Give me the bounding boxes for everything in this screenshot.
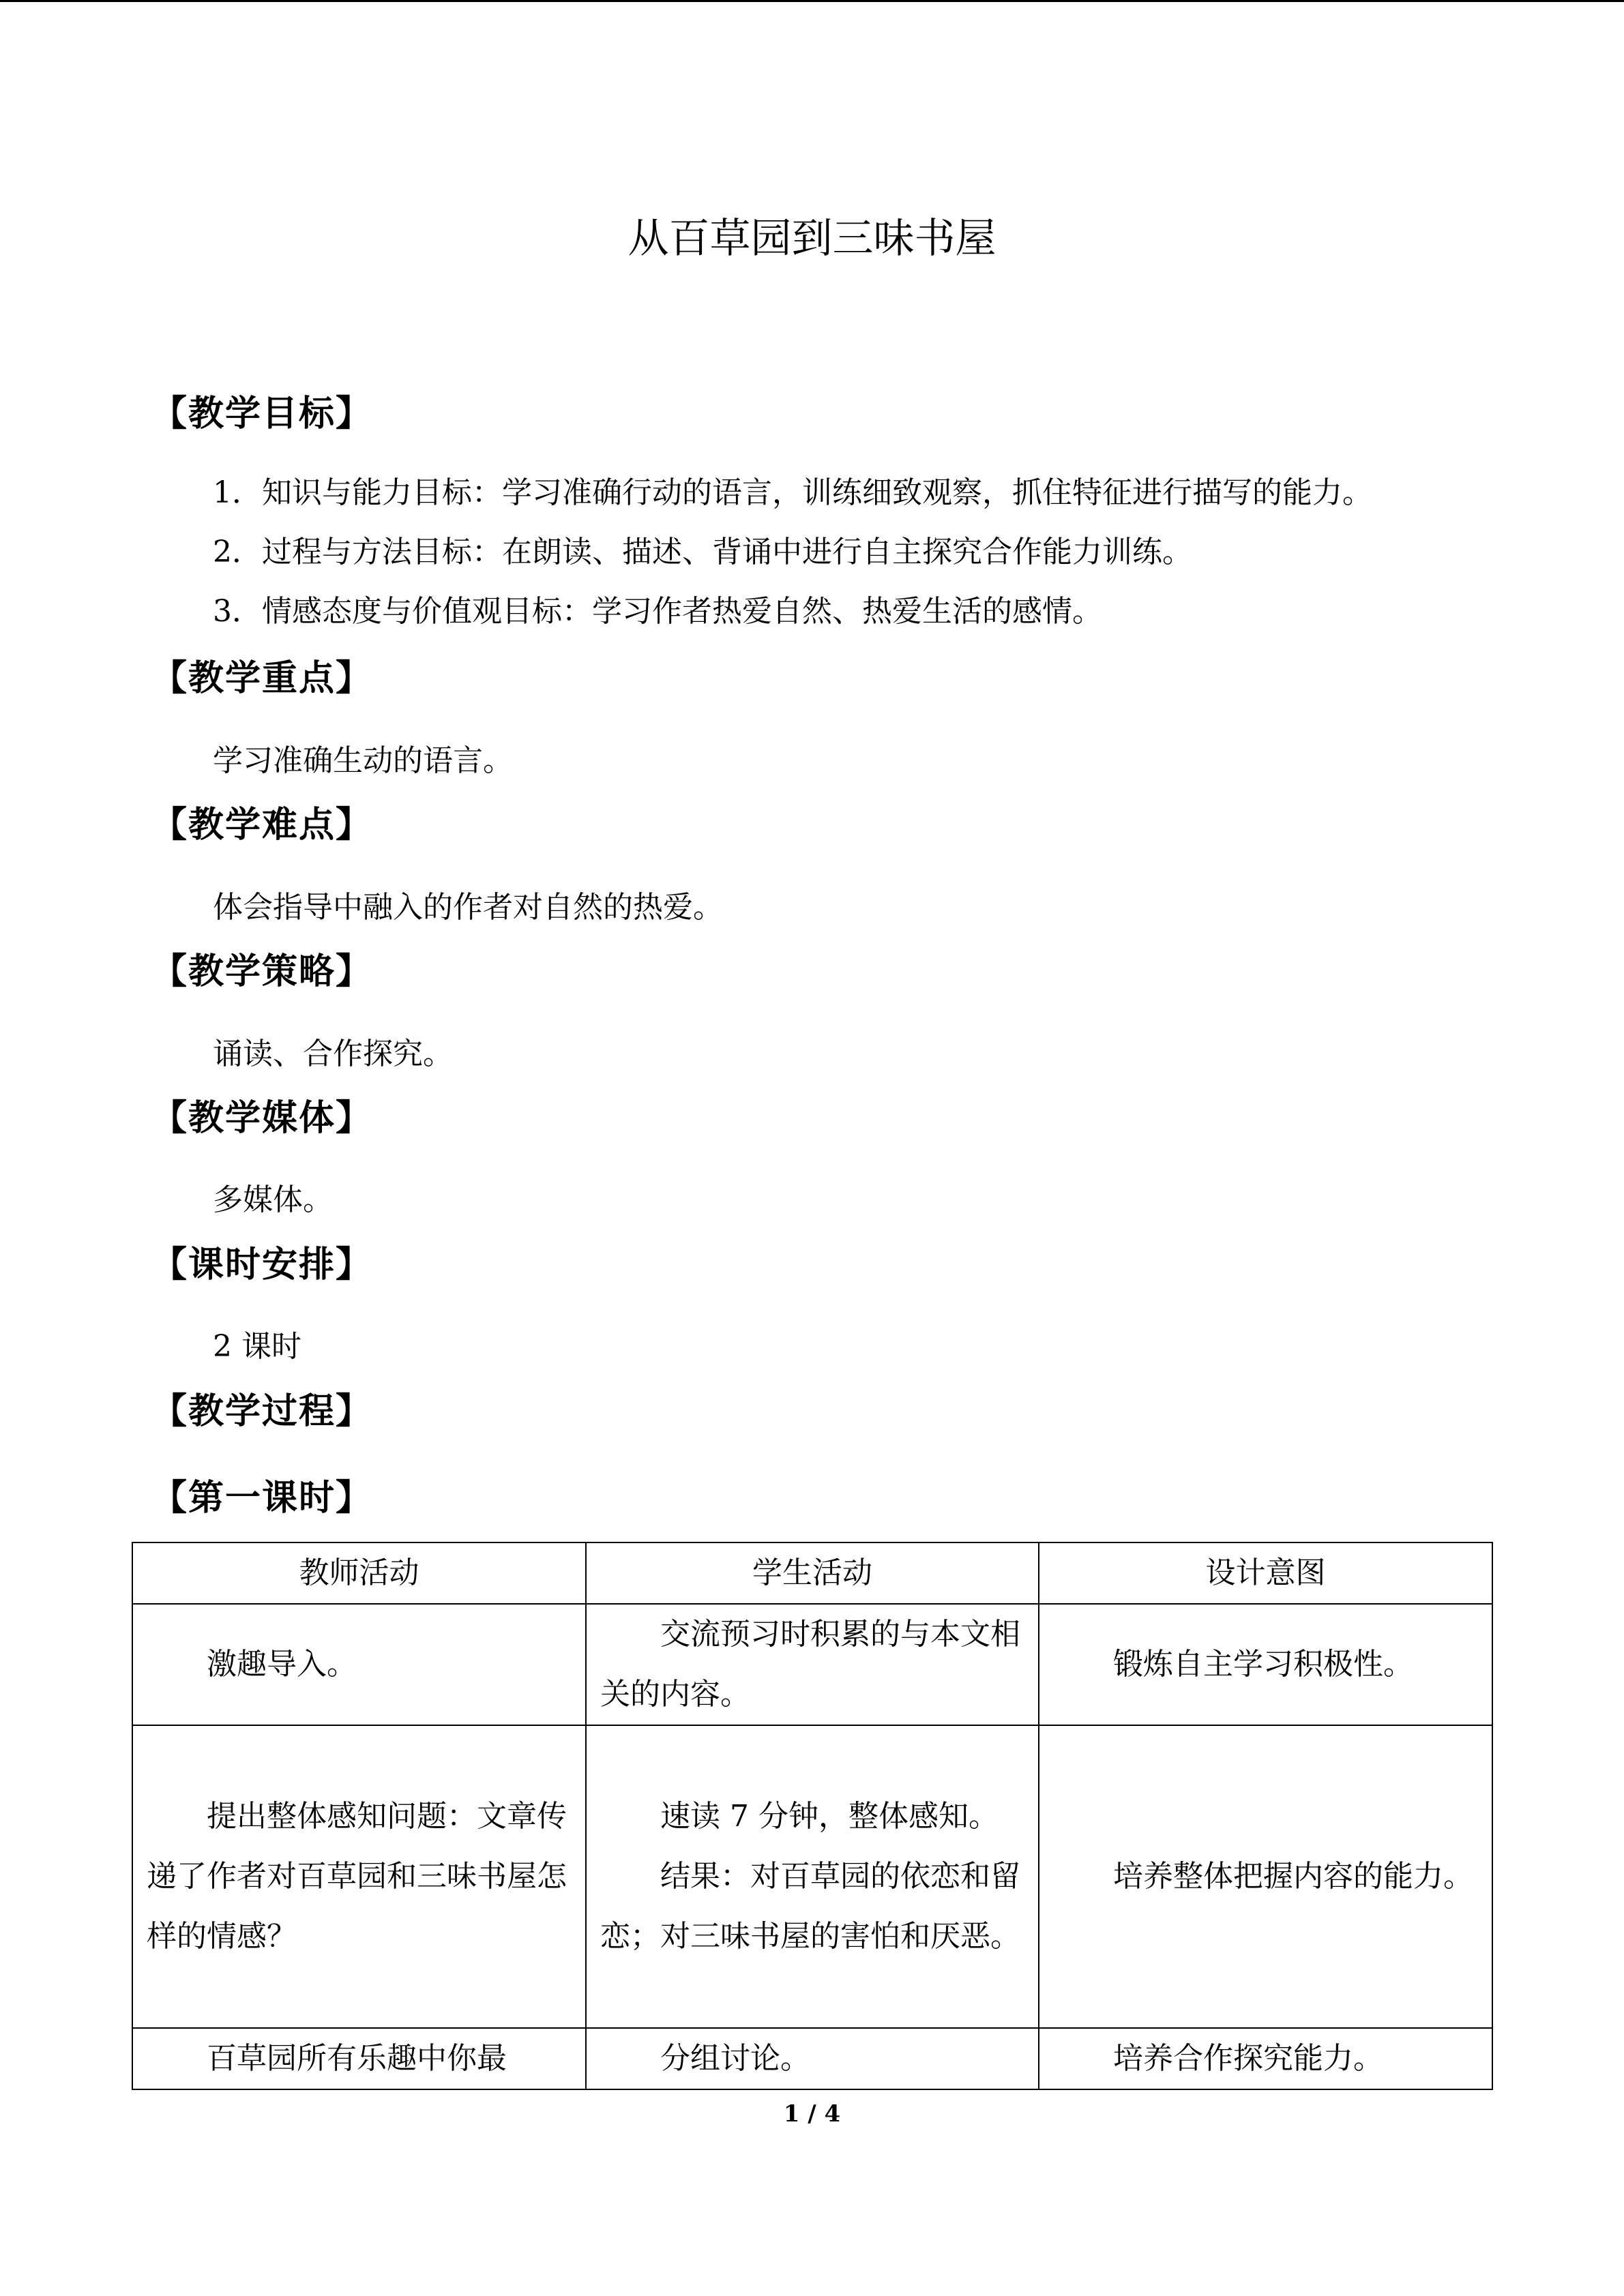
objective-item-1: 1．知识与能力目标：学习准确行动的语言，训练细致观察，抓住特征进行描写的能力。 — [213, 475, 1372, 510]
document-title: 从百草园到三味书屋 — [628, 215, 996, 263]
design-intent-text: 培养整体把握内容的能力。 — [1113, 1859, 1473, 1894]
objective-item-2: 2．过程与方法目标：在朗读、描述、背诵中进行自主探究合作能力训练。 — [213, 535, 1192, 569]
heading-teaching-process: 【教学过程】 — [151, 1391, 373, 1432]
teacher-activity-text: 百草园所有乐趣中你最 — [207, 2041, 507, 2076]
key-points-text: 学习准确生动的语言。 — [213, 743, 513, 778]
design-intent-text: 培养合作探究能力。 — [1113, 2041, 1383, 2076]
student-activity-text: 结果：对百草园的依恋和留恋；对三味书屋的害怕和厌恶。 — [600, 1859, 1020, 1954]
student-activity-text: 交流预习时积累的与本文相关的内容。 — [600, 1617, 1020, 1712]
teacher-activity-cell — [132, 2028, 586, 2089]
teacher-activity-cell — [132, 1604, 586, 1725]
student-activity-cell — [586, 1604, 1039, 1725]
table-header-row — [132, 1542, 1492, 1604]
teacher-activity-cell — [132, 1725, 586, 2028]
top-border-line — [0, 0, 1624, 2]
heading-schedule: 【课时安排】 — [151, 1244, 373, 1285]
header-student-activity: 学生活动 — [586, 1542, 1039, 1604]
table-row — [132, 1725, 1492, 2028]
teacher-activity-text: 激趣导入。 — [207, 1647, 357, 1682]
strategy-text: 诵读、合作探究。 — [213, 1037, 453, 1071]
header-design-intent: 设计意图 — [1039, 1542, 1492, 1604]
page-number: 1 / 4 — [783, 2100, 841, 2128]
student-activity-cell — [586, 1725, 1039, 2028]
table-row — [132, 2028, 1492, 2089]
header-teacher-activity: 教师活动 — [132, 1542, 586, 1604]
heading-key-points: 【教学重点】 — [151, 658, 373, 699]
table-row — [132, 1604, 1492, 1725]
heading-strategy: 【教学策略】 — [151, 951, 373, 992]
media-text: 多媒体。 — [213, 1182, 333, 1217]
design-intent-cell — [1039, 1725, 1492, 2028]
design-intent-cell — [1039, 2028, 1492, 2089]
design-intent-text: 锻炼自主学习积极性。 — [1113, 1647, 1413, 1682]
objective-item-3: 3．情感态度与价值观目标：学习作者热爱自然、热爱生活的感情。 — [213, 594, 1102, 629]
heading-media: 【教学媒体】 — [151, 1098, 373, 1139]
student-activity-text: 分组讨论。 — [660, 2041, 810, 2076]
design-intent-cell — [1039, 1604, 1492, 1725]
schedule-text: 2 课时 — [213, 1329, 301, 1364]
difficulties-text: 体会指导中融入的作者对自然的热爱。 — [213, 890, 723, 925]
heading-teaching-objectives: 【教学目标】 — [151, 393, 373, 434]
teacher-activity-text: 提出整体感知问题：文章传递了作者对百草园和三味书屋怎样的情感？ — [147, 1799, 567, 1954]
heading-difficulties: 【教学难点】 — [151, 805, 373, 846]
student-activity-cell — [586, 2028, 1039, 2089]
lesson-activity-table — [132, 1542, 1493, 2090]
student-activity-text: 速读 7 分钟，整体感知。 — [660, 1799, 999, 1834]
heading-first-lesson: 【第一课时】 — [151, 1478, 373, 1519]
